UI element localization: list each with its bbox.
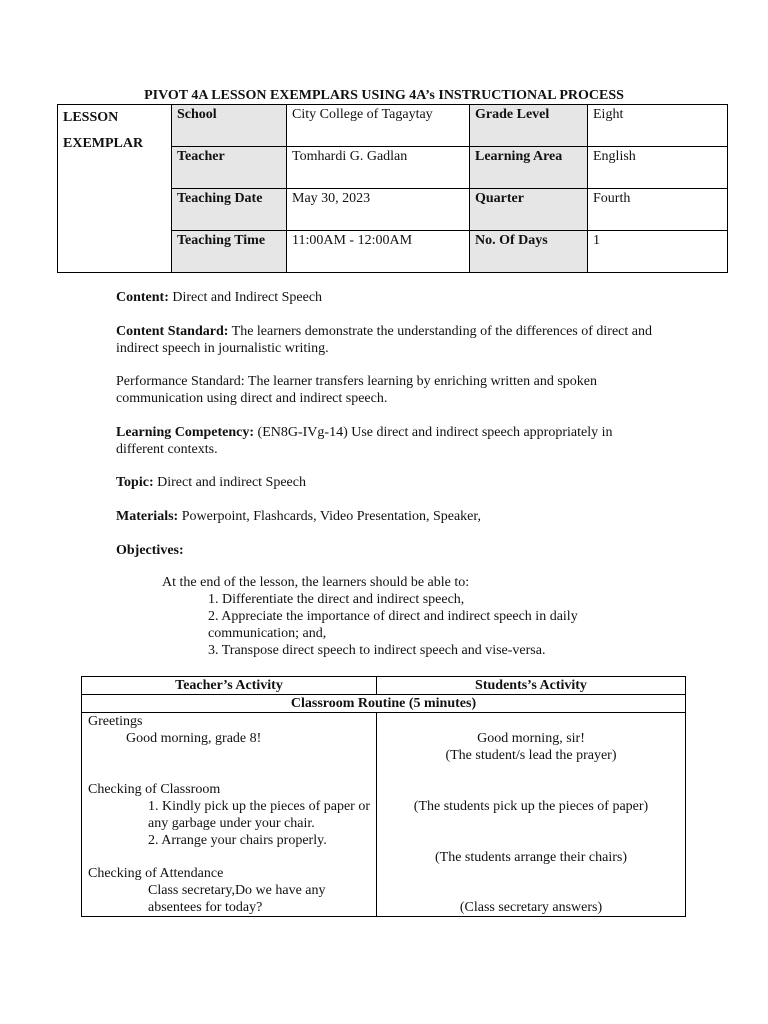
materials-line <box>116 508 661 525</box>
learning-competency-value: (EN8G-IVg-14) Use direct and indirect speech appropriately in different contexts. <box>116 425 613 457</box>
lesson-exemplar-label <box>58 105 172 273</box>
learning-area-label: Learning Area <box>470 147 588 189</box>
learning-area-value: English <box>588 147 728 189</box>
attendance-question: Class secretary,Do we have any absentees for today? <box>148 883 326 915</box>
attendance-student-response: (Class secretary answers) <box>459 900 603 915</box>
school-value: City College of Tagaytay <box>287 105 470 147</box>
teacher-value: Tomhardi G. Gadlan <box>287 147 470 189</box>
teacher-label: Teacher <box>172 147 287 189</box>
learning-competency <box>116 424 661 458</box>
objectives-list <box>208 591 648 659</box>
checking-classroom-heading: Checking of Classroom <box>88 782 221 797</box>
teaching-date-value: May 30, 2023 <box>287 189 470 231</box>
greetings-student-reply: Good morning, sir! <box>477 731 585 746</box>
teacher-activity-header: Teacher’s Activity <box>82 677 377 695</box>
teacher-activity-column <box>82 713 377 917</box>
classroom-routine-title: Classroom Routine (5 minutes) <box>82 695 686 713</box>
document-title: PIVOT 4A LESSON EXEMPLARS USING 4A’s INSTRUCTIONAL PROCESS <box>144 88 624 103</box>
content-value: Direct and Indirect Speech <box>168 290 323 305</box>
materials-label: Materials: <box>116 509 179 524</box>
content-standard-label: Content Standard: <box>116 324 229 339</box>
no-of-days-label: No. Of Days <box>470 231 588 273</box>
lesson-label-line-2: EXEMPLAR <box>63 136 144 151</box>
content-standard-value: The learners demonstrate the understanding of the differences of direct and indirect speech in journalistic writing. <box>116 324 653 356</box>
objectives-intro: At the end of the lesson, the learners should be able to: <box>162 575 470 590</box>
grade-level-label: Grade Level <box>470 105 588 147</box>
quarter-value: Fourth <box>588 189 728 231</box>
content-label: Content: <box>116 290 169 305</box>
topic-value: Direct and indirect Speech <box>153 475 306 490</box>
classroom-instruction-1: 1. Kindly pick up the pieces of paper or any garbage under your chair. <box>148 799 370 831</box>
objectives-label: Objectives: <box>116 543 184 558</box>
content-standard <box>116 323 661 357</box>
classroom-student-response-2: (The students arrange their chairs) <box>434 850 628 865</box>
grade-level-value: Eight <box>588 105 728 147</box>
objective-item: 3. Transpose direct speech to indirect speech and vise-versa. <box>208 643 546 658</box>
students-activity-header: Students’s Activity <box>377 677 686 695</box>
objective-item: 2. Appreciate the importance of direct and indirect speech in daily communication; and, <box>208 609 578 641</box>
students-activity-column <box>377 713 686 917</box>
lesson-label-line-1: LESSON <box>63 110 119 125</box>
performance-standard-text: Performance Standard: The learner transfers learning by enriching written and spoken communication using direct and indirect speech. <box>116 374 598 406</box>
classroom-instruction-2: 2. Arrange your chairs properly. <box>148 833 327 848</box>
performance-standard <box>116 373 661 407</box>
topic-label: Topic: <box>116 475 154 490</box>
no-of-days-value: 1 <box>588 231 728 273</box>
lesson-header-table <box>57 104 728 273</box>
quarter-label: Quarter <box>470 189 588 231</box>
learning-competency-label: Learning Competency: <box>116 425 255 440</box>
greetings-teacher-line: Good morning, grade 8! <box>126 731 262 746</box>
checking-attendance-heading: Checking of Attendance <box>88 866 224 881</box>
school-label: School <box>172 105 287 147</box>
teaching-time-value: 11:00AM - 12:00AM <box>287 231 470 273</box>
teaching-time-label: Teaching Time <box>172 231 287 273</box>
topic-line <box>116 474 661 491</box>
materials-value: Powerpoint, Flashcards, Video Presentation, Speaker, <box>178 509 481 524</box>
greetings-heading: Greetings <box>88 714 143 729</box>
objective-item: 1. Differentiate the direct and indirect speech, <box>208 592 465 607</box>
teaching-date-label: Teaching Date <box>172 189 287 231</box>
activity-table <box>81 676 686 917</box>
greetings-student-prayer: (The student/s lead the prayer) <box>445 748 617 763</box>
content-line <box>116 289 661 306</box>
objectives-heading <box>116 542 661 559</box>
classroom-student-response-1: (The students pick up the pieces of paper) <box>413 799 649 814</box>
